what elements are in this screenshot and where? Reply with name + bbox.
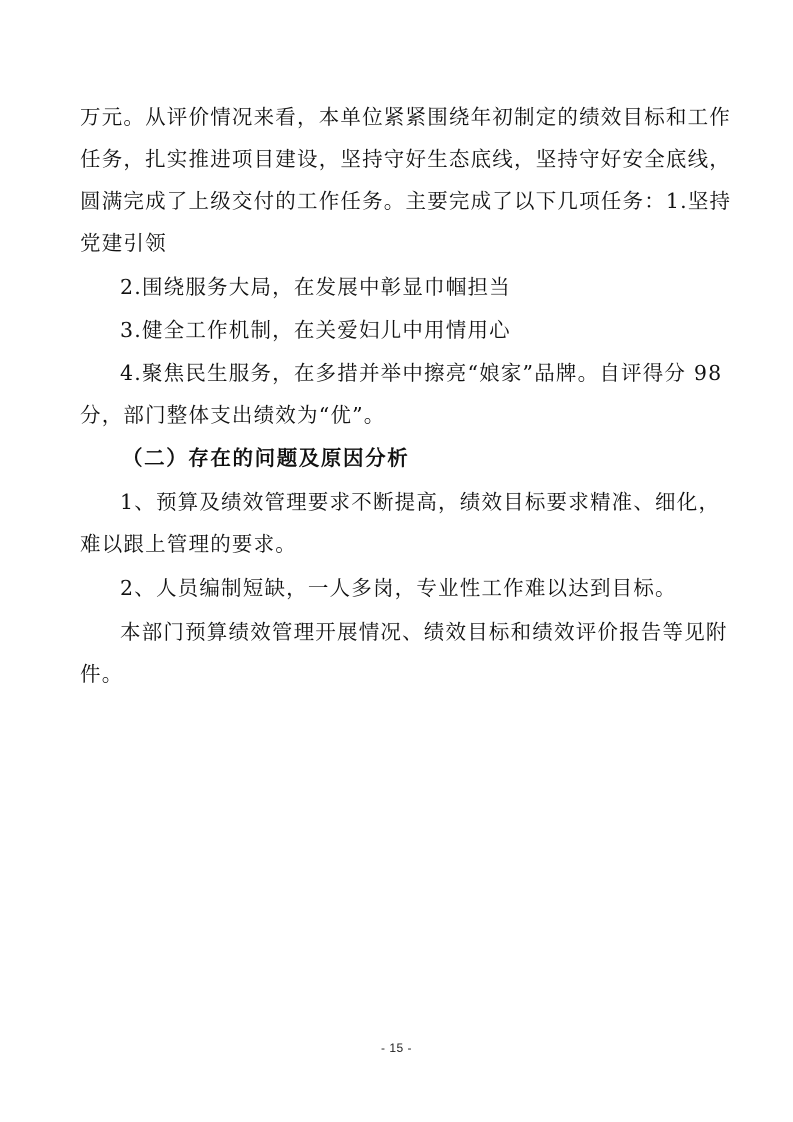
body-text-line: 任务，扎实推进项目建设，坚持守好生态底线，坚持守好安全底线， — [80, 147, 731, 171]
page-number: - 15 - — [380, 1041, 412, 1055]
list-item-text: 4.聚焦民生服务，在多措并举中擦亮“娘家”品牌。自评得分 98 — [120, 361, 723, 385]
list-item-text: 3.健全工作机制，在关爱妇儿中用情用心 — [120, 318, 511, 342]
body-text-line: 件。 — [80, 662, 124, 686]
body-text-line: 万元。从评价情况来看，本单位紧紧围绕年初制定的绩效目标和工作 — [80, 105, 731, 129]
section-heading: （二）存在的问题及原因分析 — [122, 446, 410, 470]
body-text-line: 党建引领 — [80, 231, 167, 255]
body-text-line: 圆满完成了上级交付的工作任务。主要完成了以下几项任务：1.坚持 — [80, 189, 732, 213]
list-item-text: 2.围绕服务大局，在发展中彰显巾帼担当 — [120, 275, 511, 299]
body-text-line: 1、预算及绩效管理要求不断提高，绩效目标要求精准、细化， — [120, 490, 721, 514]
body-text-line: 难以跟上管理的要求。 — [80, 532, 297, 556]
body-text-line: 分，部门整体支出绩效为“优”。 — [80, 403, 386, 427]
body-text-line: 本部门预算绩效管理开展情况、绩效目标和绩效评价报告等见附 — [120, 620, 728, 644]
body-text-line: 2、人员编制短缺，一人多岗，专业性工作难以达到目标。 — [120, 576, 677, 600]
